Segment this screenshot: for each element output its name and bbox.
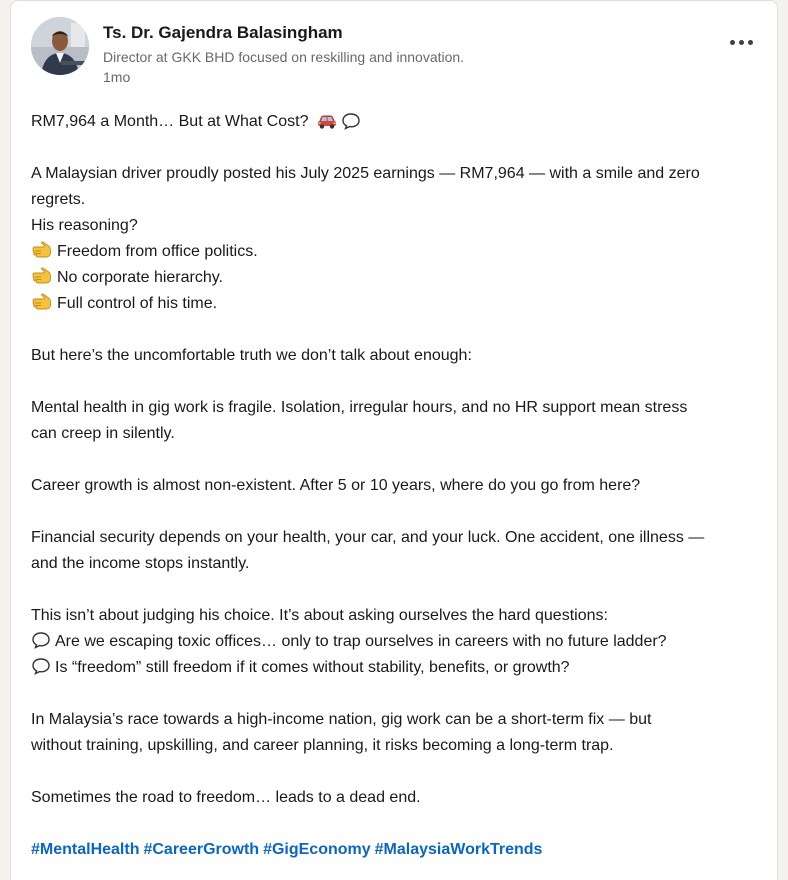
bullet-text-3: Full control of his time.: [57, 295, 218, 312]
pointing-hand-icon: [31, 293, 53, 311]
post-title-line: [31, 109, 766, 135]
paragraph-7a: In Malaysia’s race towards a high-income nation, gig work can be a short-term fix — but: [31, 711, 652, 728]
post-card: [10, 0, 778, 880]
hashtag-list: [31, 837, 766, 863]
post-time: 1mo: [103, 69, 131, 85]
question-item-2: [31, 655, 766, 681]
bullet-text-2: No corporate hierarchy.: [57, 269, 223, 286]
paragraph-7b: without training, upskilling, and career planning, it risks becoming a long-term trap.: [31, 737, 614, 754]
author-name[interactable]: Ts. Dr. Gajendra Balasingham: [103, 23, 343, 42]
hashtag-link[interactable]: #CareerGrowth: [143, 841, 260, 858]
paragraph-1b: regrets.: [31, 191, 86, 208]
pointing-hand-icon: [31, 267, 53, 285]
hashtag-link[interactable]: #MentalHealth: [31, 841, 140, 858]
hashtag-link[interactable]: #MalaysiaWorkTrends: [374, 841, 543, 858]
paragraph-5b: and the income stops instantly.: [31, 555, 250, 572]
bullet-item-3: [31, 291, 766, 317]
bullet-item-1: [31, 239, 766, 265]
paragraph-3a: Mental health in gig work is fragile. Isolation, irregular hours, and no HR support mean stress: [31, 399, 688, 416]
bullet-item-2: [31, 265, 766, 291]
paragraph-8: Sometimes the road to freedom… leads to a dead end.: [31, 789, 421, 806]
post-title: RM7,964 a Month… But at What Cost?: [31, 113, 309, 130]
author-headline: Director at GKK BHD focused on reskilling and innovation.: [103, 49, 465, 65]
paragraph-5a: Financial security depends on your health, your car, and your luck. One accident, one illness —: [31, 529, 705, 546]
pointing-hand-icon: [31, 241, 53, 259]
author-avatar[interactable]: [31, 17, 89, 75]
question-text-1: Are we escaping toxic offices… only to trap ourselves in careers with no future ladder?: [55, 633, 667, 650]
speech-bubble-icon: [31, 631, 51, 649]
paragraph-6: This isn’t about judging his choice. It’s about asking ourselves the hard questions:: [31, 607, 608, 624]
paragraph-4: Career growth is almost non-existent. After 5 or 10 years, where do you go from here?: [31, 477, 641, 494]
paragraph-1c: His reasoning?: [31, 217, 138, 234]
question-text-2: Is “freedom” still freedom if it comes without stability, benefits, or growth?: [55, 659, 570, 676]
post-header: [31, 17, 771, 89]
more-options-icon[interactable]: [723, 35, 759, 49]
paragraph-3b: can creep in silently.: [31, 425, 175, 442]
speech-bubble-icon: [31, 657, 51, 675]
hashtag-link[interactable]: #GigEconomy: [263, 841, 371, 858]
speech-bubble-icon: [341, 112, 361, 130]
paragraph-1a: A Malaysian driver proudly posted his July 2025 earnings — RM7,964 — with a smile and zero: [31, 165, 700, 182]
bullet-text-1: Freedom from office politics.: [57, 243, 258, 260]
paragraph-2: But here’s the uncomfortable truth we don’t talk about enough:: [31, 347, 472, 364]
car-icon: [316, 112, 338, 130]
post-body: [31, 109, 766, 863]
question-item-1: [31, 629, 766, 655]
